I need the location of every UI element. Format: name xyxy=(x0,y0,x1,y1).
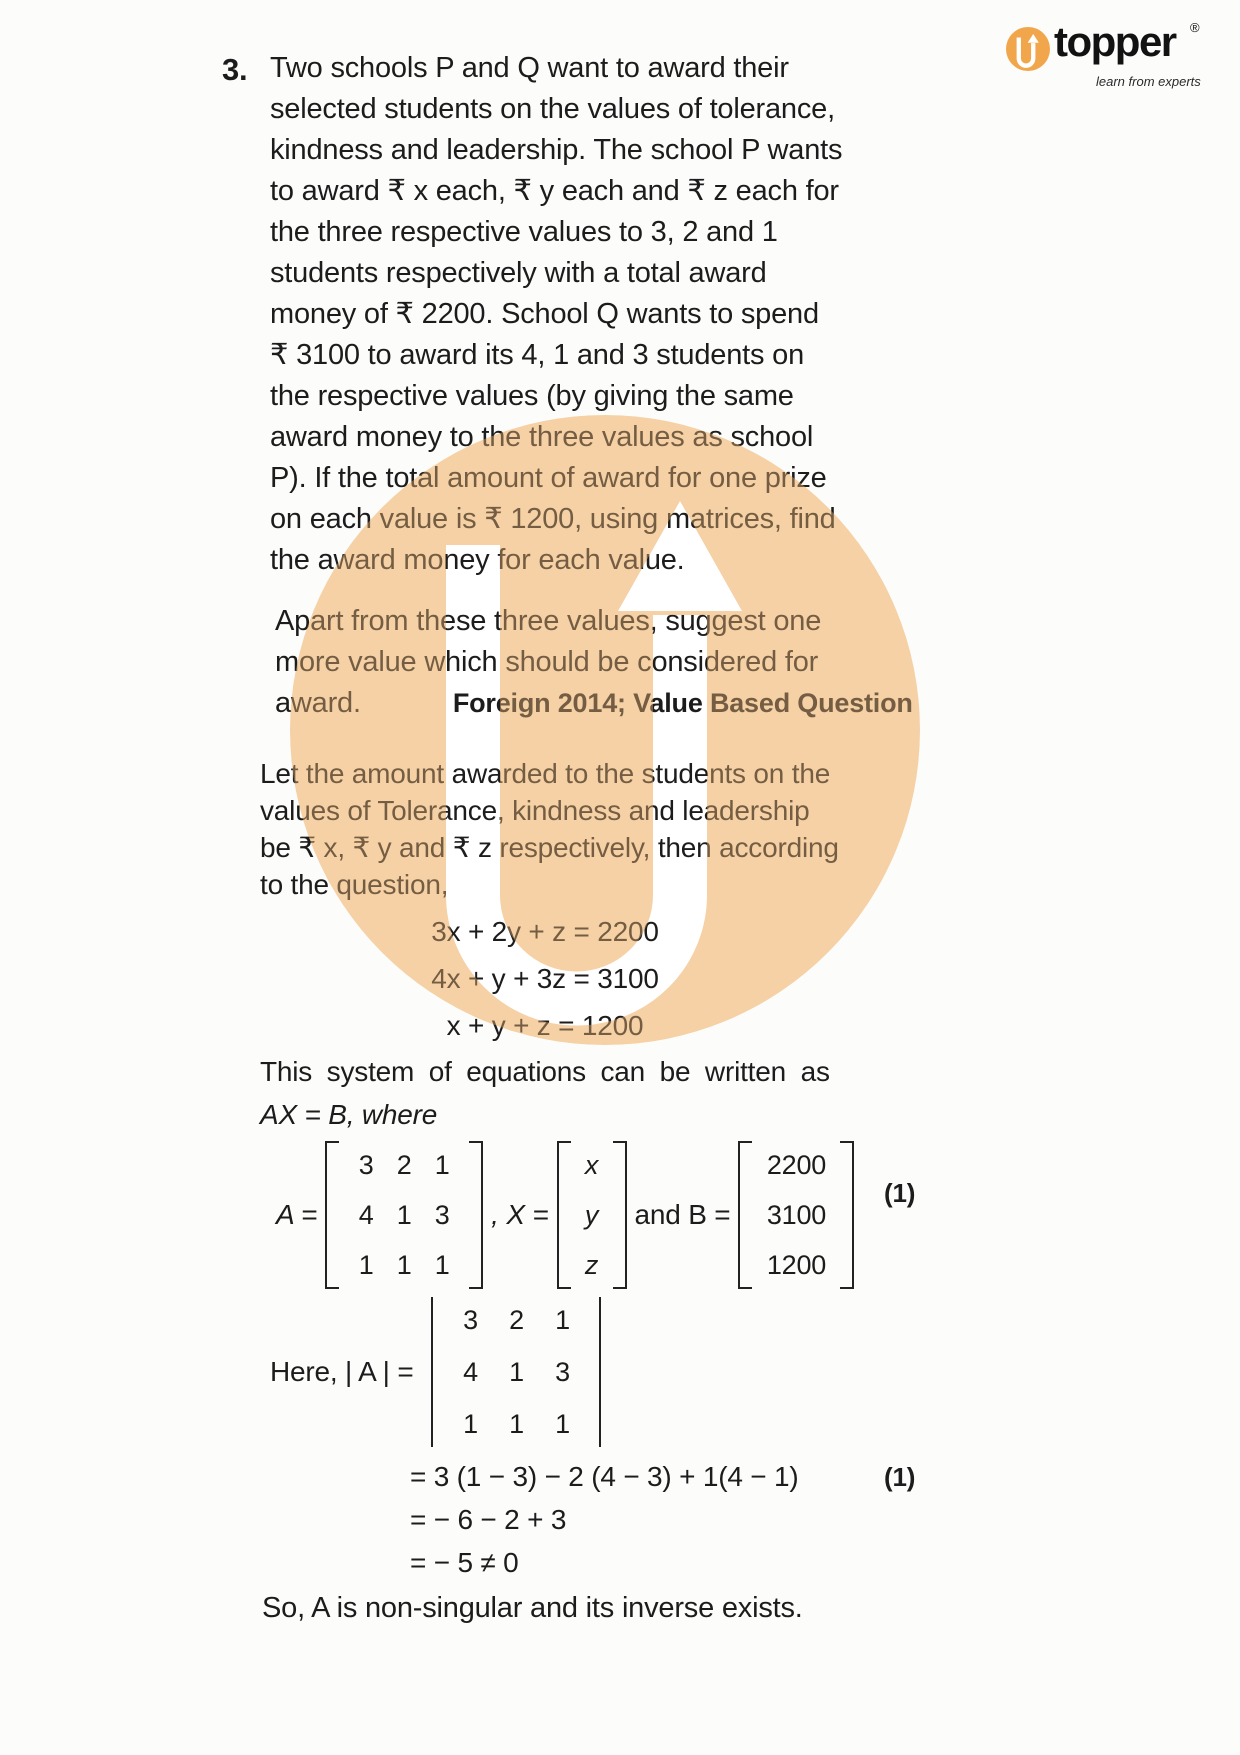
equation-number: (1) xyxy=(884,1462,916,1492)
matrix-cell: 1 xyxy=(463,1408,478,1439)
registered-trademark-icon: ® xyxy=(1190,20,1200,35)
matrix-cell: 1 xyxy=(509,1356,524,1387)
question-line: money of ₹ 2200. School Q wants to spend xyxy=(270,298,819,330)
matrix-cell: 1 xyxy=(555,1408,570,1439)
left-bracket xyxy=(557,1141,571,1289)
matrix-b xyxy=(738,1141,854,1289)
matrix-a xyxy=(325,1141,483,1289)
matrix-a-label: A = xyxy=(276,1199,318,1230)
solution-line: values of Tolerance, kindness and leadership xyxy=(260,795,810,826)
matrix-b-label: and B = xyxy=(634,1199,731,1230)
question-line: kindness and leadership. The school P wants xyxy=(270,134,843,166)
step-line: = − 5 ≠ 0 xyxy=(410,1547,519,1578)
step-line: = − 6 − 2 + 3 xyxy=(410,1504,567,1535)
question-line-fragment: award. xyxy=(275,687,361,719)
solution-line: This system of equations can be written as xyxy=(260,1056,830,1087)
determinant-label: Here, | A | = xyxy=(270,1356,414,1387)
topper-logo xyxy=(0,0,1240,110)
question-line: ₹ 3100 to award its 4, 1 and 3 students on xyxy=(270,339,805,371)
matrix-cell: 3 xyxy=(358,1149,374,1180)
equation: 3x + 2y + z = 2200 xyxy=(431,916,659,947)
question-source: Foreign 2014; Value Based Question xyxy=(452,688,913,718)
question-last-line xyxy=(275,683,913,724)
right-bracket xyxy=(469,1141,483,1289)
equation: 4x + y + 3z = 3100 xyxy=(431,963,659,994)
question-number: 3. xyxy=(222,52,248,87)
left-bracket xyxy=(738,1141,752,1289)
matrix-cell: 3 xyxy=(463,1304,478,1335)
matrix-cell: 1 xyxy=(509,1408,524,1439)
matrix-x xyxy=(557,1141,627,1289)
matrix-x-label: , X = xyxy=(491,1199,549,1230)
matrix-cell: y xyxy=(584,1199,599,1230)
matrix-cell: 4 xyxy=(358,1199,374,1230)
determinant-row xyxy=(262,1296,601,1448)
matrix-a-cells xyxy=(339,1141,469,1289)
question-followup xyxy=(275,601,913,724)
question-line: students respectively with a total award xyxy=(270,257,767,289)
solution-line: Let the amount awarded to the students on the xyxy=(260,758,831,789)
step-line: = 3 (1 − 3) − 2 (4 − 3) + 1(4 − 1) xyxy=(410,1461,799,1492)
logo-brand-text: topper xyxy=(1054,18,1176,65)
right-bracket xyxy=(840,1141,854,1289)
matrix-cell: z xyxy=(584,1249,599,1280)
matrix-cell: 2 xyxy=(509,1304,524,1335)
question-line: more value which should be considered for xyxy=(275,646,819,678)
question-line: Apart from these three values, suggest one xyxy=(275,605,822,637)
matrix-cell: x xyxy=(584,1149,599,1180)
equation-system xyxy=(380,908,710,1049)
u-up-arrow-logo-icon xyxy=(1006,27,1050,71)
determinant-cells xyxy=(433,1305,599,1440)
question-line: selected students on the values of tolerance, xyxy=(270,93,835,125)
matrix-b-cells xyxy=(752,1141,840,1289)
question-line: P). If the total amount of award for one prize xyxy=(270,462,827,494)
question-line: award money to the three values as school xyxy=(270,421,814,453)
matrix-cell: 4 xyxy=(463,1356,478,1387)
determinant-steps xyxy=(410,1455,799,1584)
system-statement xyxy=(260,1050,830,1136)
matrix-cell: 3 xyxy=(555,1356,570,1387)
question-line: the three respective values to 3, 2 and 1 xyxy=(270,216,778,248)
matrix-cell: 1 xyxy=(396,1199,412,1230)
question-text xyxy=(270,48,842,581)
matrix-cell: 1 xyxy=(555,1304,570,1335)
question-line: Two schools P and Q want to award their xyxy=(270,52,789,84)
matrix-cell: 1 xyxy=(434,1249,450,1280)
conclusion-line: So, A is non-singular and its inverse exists. xyxy=(262,1592,803,1624)
solution-line: be ₹ x, ₹ y and ₹ z respectively, then according xyxy=(260,832,839,863)
matrix-x-cells xyxy=(571,1141,613,1289)
logo-tagline: learn from experts xyxy=(1096,74,1201,89)
determinant-matrix xyxy=(431,1297,601,1447)
solution-line: AX = B, where xyxy=(260,1099,438,1130)
matrix-definition-row xyxy=(268,1140,854,1290)
question-line: the award money for each value. xyxy=(270,544,685,576)
matrix-cell: 1 xyxy=(358,1249,374,1280)
matrix-cell: 3 xyxy=(434,1199,450,1230)
equation: x + y + z = 1200 xyxy=(446,1010,644,1041)
question-line: the respective values (by giving the same xyxy=(270,380,794,412)
solution-line: to the question, xyxy=(260,869,449,900)
equation-number: (1) xyxy=(884,1178,916,1208)
right-bracket xyxy=(613,1141,627,1289)
solution-intro xyxy=(260,755,839,903)
matrix-cell: 1 xyxy=(434,1149,450,1180)
matrix-cell: 2200 xyxy=(766,1149,827,1180)
question-line: to award ₹ x each, ₹ y each and ₹ z each for xyxy=(270,175,839,207)
left-bracket xyxy=(325,1141,339,1289)
matrix-cell: 1200 xyxy=(766,1249,827,1280)
question-line: on each value is ₹ 1200, using matrices, find xyxy=(270,503,836,535)
matrix-cell: 3100 xyxy=(766,1199,827,1230)
matrix-cell: 1 xyxy=(396,1249,412,1280)
matrix-cell: 2 xyxy=(396,1149,412,1180)
